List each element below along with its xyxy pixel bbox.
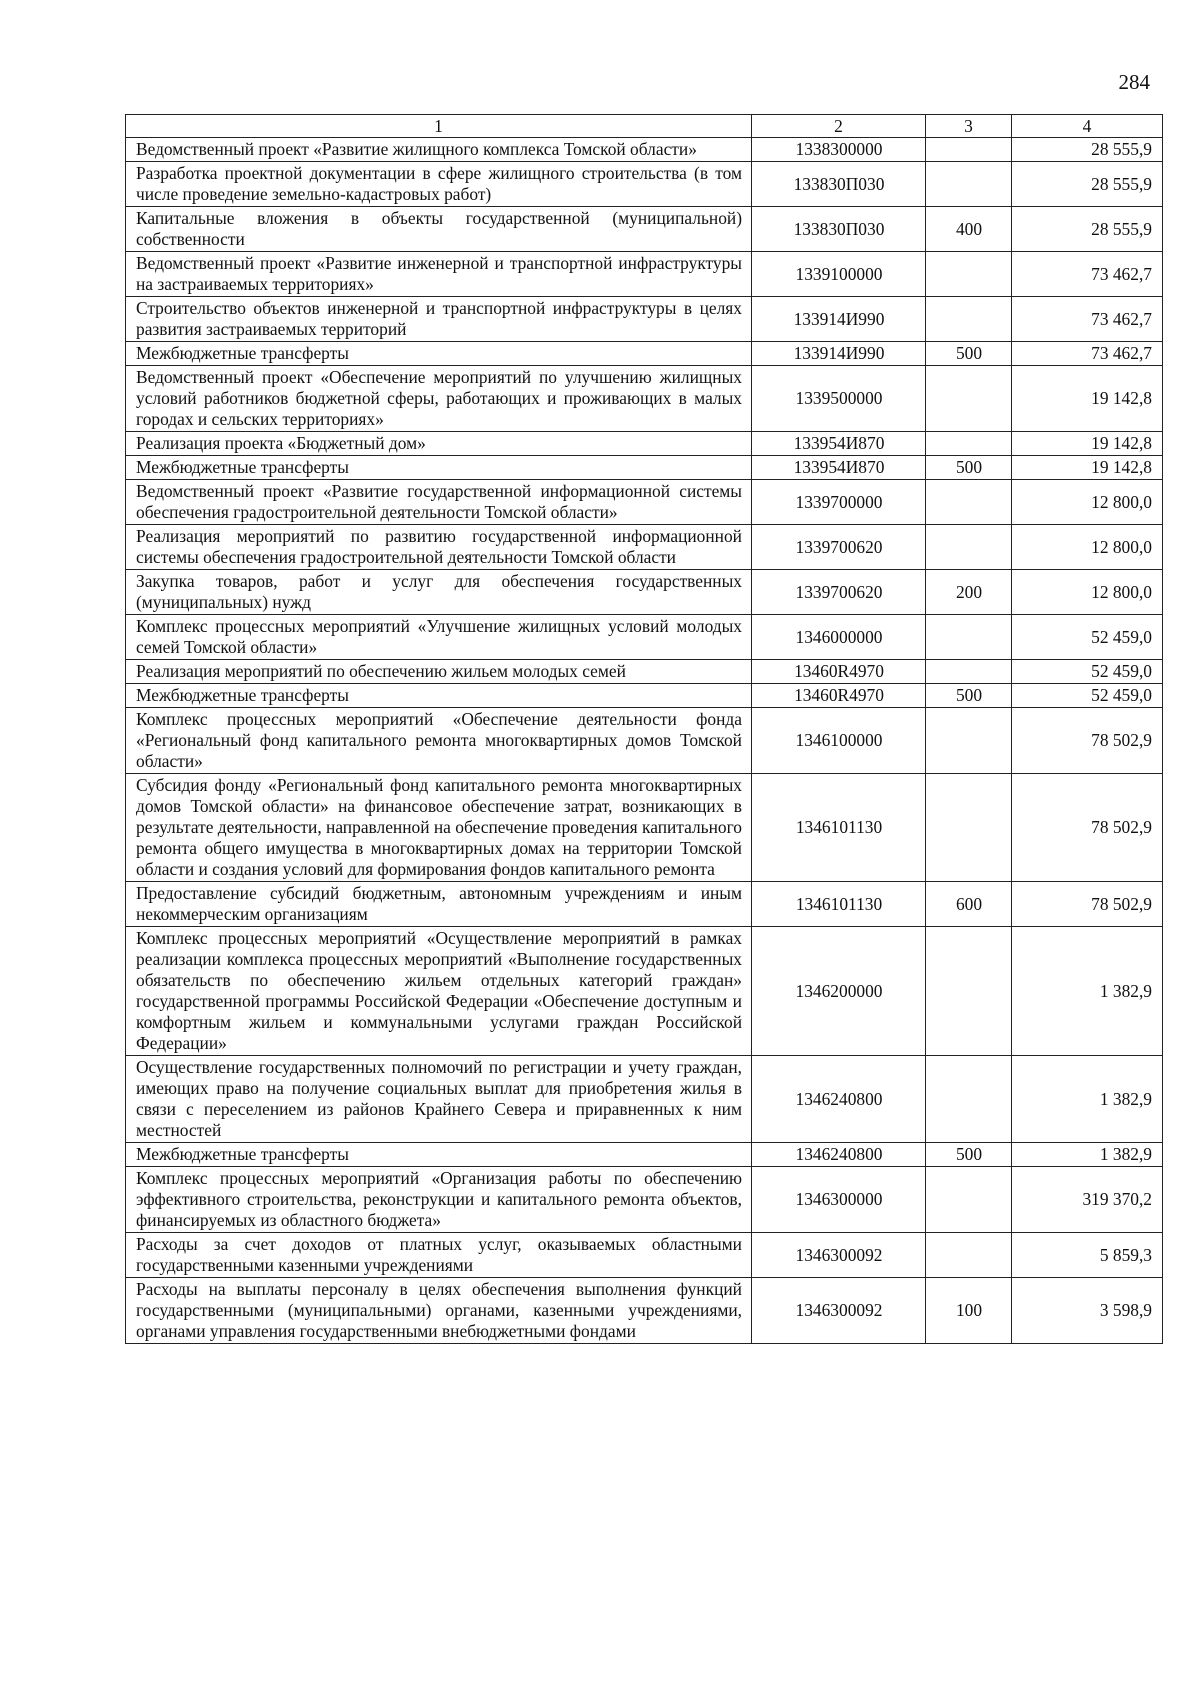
column-header-3: 3 (926, 115, 1012, 138)
cell-code: 1346240800 (752, 1143, 926, 1167)
cell-kind (926, 927, 1012, 1056)
cell-code: 1339700000 (752, 480, 926, 525)
cell-kind: 100 (926, 1278, 1012, 1344)
cell-sum: 3 598,9 (1012, 1278, 1163, 1344)
table-row (126, 1233, 1163, 1278)
column-header-2: 2 (752, 115, 926, 138)
cell-name: Реализация проекта «Бюджетный дом» (126, 432, 752, 456)
cell-sum: 19 142,8 (1012, 432, 1163, 456)
cell-code: 1346101130 (752, 882, 926, 927)
cell-kind (926, 138, 1012, 162)
cell-sum: 12 800,0 (1012, 525, 1163, 570)
cell-kind (926, 432, 1012, 456)
table-row (126, 480, 1163, 525)
cell-name: Капитальные вложения в объекты государственной (муниципальной) собственности (126, 207, 752, 252)
cell-kind (926, 252, 1012, 297)
cell-kind (926, 297, 1012, 342)
table-row (126, 456, 1163, 480)
table-row (126, 1143, 1163, 1167)
cell-code: 1346101130 (752, 774, 926, 882)
cell-code: 13460R4970 (752, 660, 926, 684)
table-row (126, 774, 1163, 882)
cell-code: 133830П030 (752, 207, 926, 252)
cell-name: Ведомственный проект «Развитие жилищного комплекса Томской области» (126, 138, 752, 162)
cell-name: Реализация мероприятий по обеспечению жильем молодых семей (126, 660, 752, 684)
table-row (126, 297, 1163, 342)
cell-name: Ведомственный проект «Развитие государственной информационной системы обеспечения градостроительной деятельности Томской области» (126, 480, 752, 525)
cell-kind: 500 (926, 1143, 1012, 1167)
cell-code: 1346240800 (752, 1056, 926, 1143)
cell-sum: 28 555,9 (1012, 162, 1163, 207)
table-body (126, 115, 1163, 1344)
cell-kind (926, 1167, 1012, 1233)
cell-name: Ведомственный проект «Обеспечение мероприятий по улучшению жилищных условий работников бюджетной сферы, работающих и проживающих в малых городах и сельских территориях» (126, 366, 752, 432)
cell-kind (926, 1233, 1012, 1278)
cell-kind: 400 (926, 207, 1012, 252)
cell-kind (926, 525, 1012, 570)
cell-code: 1346000000 (752, 615, 926, 660)
cell-sum: 5 859,3 (1012, 1233, 1163, 1278)
budget-table (125, 114, 1163, 1344)
cell-kind (926, 615, 1012, 660)
cell-sum: 1 382,9 (1012, 927, 1163, 1056)
cell-name: Ведомственный проект «Развитие инженерной и транспортной инфраструктуры на застраиваемых территориях» (126, 252, 752, 297)
cell-code: 133954И870 (752, 432, 926, 456)
table-row (126, 366, 1163, 432)
table-row (126, 525, 1163, 570)
cell-sum: 12 800,0 (1012, 570, 1163, 615)
cell-sum: 73 462,7 (1012, 297, 1163, 342)
cell-code: 1339700620 (752, 570, 926, 615)
table-row (126, 342, 1163, 366)
cell-sum: 1 382,9 (1012, 1056, 1163, 1143)
cell-name: Строительство объектов инженерной и транспортной инфраструктуры в целях развития застраиваемых территорий (126, 297, 752, 342)
cell-code: 133914И990 (752, 342, 926, 366)
cell-sum: 19 142,8 (1012, 456, 1163, 480)
cell-sum: 12 800,0 (1012, 480, 1163, 525)
cell-sum: 73 462,7 (1012, 342, 1163, 366)
cell-code: 133830П030 (752, 162, 926, 207)
cell-name: Комплекс процессных мероприятий «Осуществление мероприятий в рамках реализации комплекса процессных мероприятий «Выполнение государственных обязательств по обеспечению жильем отдельных категорий граждан» государственной программы Российской Федерации «Обеспечение доступным и комфортным жильем и коммунальными услугами граждан Российской Федерации» (126, 927, 752, 1056)
cell-code: 1338300000 (752, 138, 926, 162)
cell-name: Закупка товаров, работ и услуг для обеспечения государственных (муниципальных) нужд (126, 570, 752, 615)
cell-sum: 73 462,7 (1012, 252, 1163, 297)
cell-sum: 52 459,0 (1012, 684, 1163, 708)
cell-kind: 500 (926, 342, 1012, 366)
table-row (126, 660, 1163, 684)
cell-name: Комплекс процессных мероприятий «Организация работы по обеспечению эффективного строительства, реконструкции и капитального ремонта объектов, финансируемых из областного бюджета» (126, 1167, 752, 1233)
cell-name: Комплекс процессных мероприятий «Обеспечение деятельности фонда «Региональный фонд капитального ремонта многоквартирных домов Томской области» (126, 708, 752, 774)
table-row (126, 432, 1163, 456)
cell-code: 1339100000 (752, 252, 926, 297)
cell-name: Межбюджетные трансферты (126, 342, 752, 366)
cell-sum: 28 555,9 (1012, 138, 1163, 162)
cell-code: 13460R4970 (752, 684, 926, 708)
cell-kind: 200 (926, 570, 1012, 615)
cell-name: Осуществление государственных полномочий по регистрации и учету граждан, имеющих право на получение социальных выплат для приобретения жилья в связи с переселением из районов Крайнего Севера и приравненных к ним местностей (126, 1056, 752, 1143)
cell-name: Расходы за счет доходов от платных услуг, оказываемых областными государственными казенными учреждениями (126, 1233, 752, 1278)
cell-sum: 1 382,9 (1012, 1143, 1163, 1167)
cell-name: Расходы на выплаты персоналу в целях обеспечения выполнения функций государственными (муниципальными) органами, казенными учреждениями, органами управления государственными внебюджетными фондами (126, 1278, 752, 1344)
column-header-1: 1 (126, 115, 752, 138)
table-row (126, 684, 1163, 708)
cell-kind: 500 (926, 456, 1012, 480)
table-row (126, 162, 1163, 207)
table-row (126, 252, 1163, 297)
cell-name: Субсидия фонду «Региональный фонд капитального ремонта многоквартирных домов Томской области» на финансовое обеспечение затрат, возникающих в результате деятельности, направленной на обеспечение проведения капитального ремонта общего имущества в многоквартирных домах на территории Томской области и создания условий для формирования фондов капитального ремонта (126, 774, 752, 882)
table-row (126, 927, 1163, 1056)
cell-sum: 19 142,8 (1012, 366, 1163, 432)
column-header-4: 4 (1012, 115, 1163, 138)
cell-kind (926, 162, 1012, 207)
cell-kind: 600 (926, 882, 1012, 927)
cell-sum: 78 502,9 (1012, 774, 1163, 882)
page-number: 284 (1118, 70, 1150, 94)
cell-code: 133954И870 (752, 456, 926, 480)
table-header-row (126, 115, 1163, 138)
table-row (126, 138, 1163, 162)
cell-kind (926, 1056, 1012, 1143)
table-row (126, 1167, 1163, 1233)
cell-code: 1346200000 (752, 927, 926, 1056)
cell-name: Предоставление субсидий бюджетным, автономным учреждениям и иным некоммерческим организациям (126, 882, 752, 927)
cell-code: 1339500000 (752, 366, 926, 432)
table-row (126, 615, 1163, 660)
cell-kind (926, 660, 1012, 684)
table-row (126, 1056, 1163, 1143)
cell-code: 1346300092 (752, 1233, 926, 1278)
cell-sum: 319 370,2 (1012, 1167, 1163, 1233)
table-row (126, 1278, 1163, 1344)
table-row (126, 570, 1163, 615)
cell-code: 1339700620 (752, 525, 926, 570)
table-row (126, 708, 1163, 774)
cell-name: Межбюджетные трансферты (126, 456, 752, 480)
cell-name: Межбюджетные трансферты (126, 1143, 752, 1167)
cell-sum: 78 502,9 (1012, 708, 1163, 774)
cell-kind (926, 480, 1012, 525)
table-row (126, 882, 1163, 927)
cell-name: Комплекс процессных мероприятий «Улучшение жилищных условий молодых семей Томской области» (126, 615, 752, 660)
cell-code: 1346100000 (752, 708, 926, 774)
table-row (126, 207, 1163, 252)
cell-kind (926, 774, 1012, 882)
cell-sum: 78 502,9 (1012, 882, 1163, 927)
cell-kind (926, 708, 1012, 774)
cell-name: Реализация мероприятий по развитию государственной информационной системы обеспечения градостроительной деятельности Томской области (126, 525, 752, 570)
cell-kind (926, 366, 1012, 432)
cell-sum: 28 555,9 (1012, 207, 1163, 252)
cell-code: 133914И990 (752, 297, 926, 342)
cell-code: 1346300092 (752, 1278, 926, 1344)
cell-kind: 500 (926, 684, 1012, 708)
cell-name: Межбюджетные трансферты (126, 684, 752, 708)
cell-sum: 52 459,0 (1012, 660, 1163, 684)
cell-code: 1346300000 (752, 1167, 926, 1233)
cell-name: Разработка проектной документации в сфере жилищного строительства (в том числе проведение земельно-кадастровых работ) (126, 162, 752, 207)
cell-sum: 52 459,0 (1012, 615, 1163, 660)
